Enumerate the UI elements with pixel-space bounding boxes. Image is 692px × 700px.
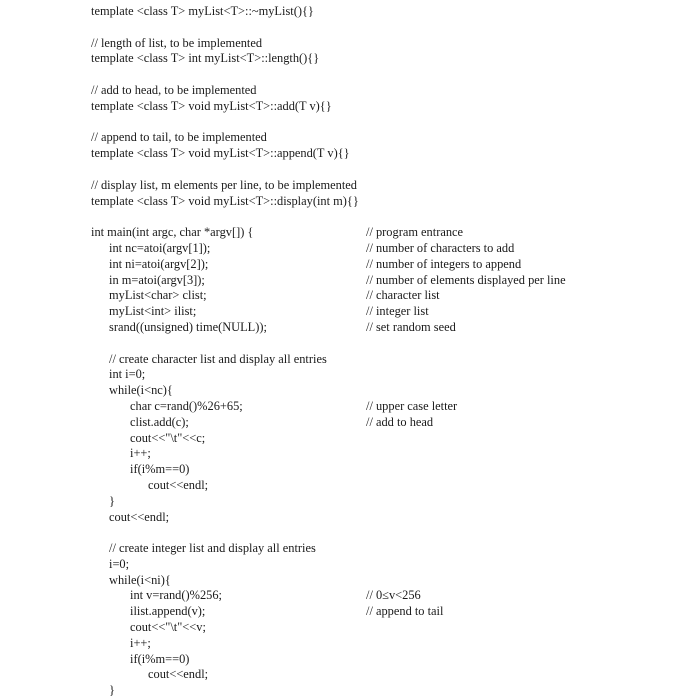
code-line	[0, 636, 692, 652]
code-line	[0, 541, 692, 557]
code-comment: // set random seed	[366, 319, 456, 334]
code-text: cout<<"\t"<<v;	[130, 620, 206, 635]
code-line	[0, 36, 692, 52]
code-line	[0, 352, 692, 368]
code-text: cout<<endl;	[109, 509, 170, 524]
code-line	[0, 683, 692, 699]
code-text: template <class T> myList<T>::~myList(){}	[91, 4, 314, 18]
code-line	[0, 178, 692, 194]
code-line	[0, 130, 692, 146]
code-line	[0, 462, 692, 478]
code-text: char c=rand()%26+65;	[130, 398, 243, 413]
code-line	[0, 652, 692, 668]
code-text: template <class T> void myList<T>::add(T v){}	[91, 98, 332, 113]
code-line	[0, 320, 692, 336]
code-text: while(i<nc){	[109, 383, 173, 398]
code-text: if(i%m==0)	[130, 462, 190, 477]
code-comment: // 0≤v<256	[366, 588, 421, 603]
code-comment: // append to tail	[366, 604, 444, 619]
code-comment: // number of characters to add	[366, 240, 515, 255]
code-text: if(i%m==0)	[130, 651, 190, 666]
code-line	[0, 478, 692, 494]
code-text: i++;	[130, 446, 151, 461]
code-line	[0, 20, 692, 36]
code-text: // append to tail, to be implemented	[91, 130, 267, 145]
code-text: cout<<endl;	[148, 667, 209, 682]
code-line	[0, 83, 692, 99]
code-line	[0, 162, 692, 178]
code-text: // length of list, to be implemented	[91, 35, 263, 50]
code-comment: // integer list	[366, 304, 429, 319]
code-line	[0, 336, 692, 352]
code-line	[0, 209, 692, 225]
code-comment: // program entrance	[366, 225, 464, 240]
code-text: while(i<ni){	[109, 572, 171, 587]
code-line	[0, 67, 692, 83]
code-line	[0, 99, 692, 115]
code-line	[0, 304, 692, 320]
code-text: template <class T> int myList<T>::length(){}	[91, 51, 320, 66]
code-text: int nc=atoi(argv[1]);	[109, 240, 211, 255]
code-text: // display list, m elements per line, to be implemented	[91, 177, 357, 192]
code-line	[0, 273, 692, 289]
code-text: int main(int argc, char *argv[]) {	[91, 225, 254, 240]
code-comment: // number of elements displayed per line	[366, 272, 566, 287]
code-comment: // add to head	[366, 414, 434, 429]
code-line	[0, 494, 692, 510]
code-text: // add to head, to be implemented	[91, 82, 257, 97]
code-line	[0, 510, 692, 526]
code-text: }	[109, 683, 115, 698]
code-line	[0, 620, 692, 636]
code-text: clist.add(c);	[130, 414, 189, 429]
code-text: int ni=atoi(argv[2]);	[109, 256, 209, 271]
code-line	[0, 257, 692, 273]
code-text: template <class T> void myList<T>::append(T v){}	[91, 146, 350, 161]
code-line	[0, 146, 692, 162]
code-line	[0, 431, 692, 447]
code-line	[0, 399, 692, 415]
code-text: int i=0;	[109, 367, 146, 382]
code-line	[0, 667, 692, 683]
code-comment: // upper case letter	[366, 398, 458, 413]
code-line	[0, 573, 692, 589]
code-line	[0, 51, 692, 67]
code-line	[0, 4, 692, 20]
code-text: cout<<endl;	[148, 477, 209, 492]
code-line	[0, 225, 692, 241]
code-comment: // character list	[366, 288, 440, 303]
code-text: srand((unsigned) time(NULL));	[109, 319, 267, 334]
code-document	[0, 4, 692, 699]
code-line	[0, 446, 692, 462]
code-text: myList<char> clist;	[109, 288, 207, 303]
code-line	[0, 588, 692, 604]
code-line	[0, 383, 692, 399]
code-text: }	[109, 493, 115, 508]
code-line	[0, 194, 692, 210]
code-line	[0, 115, 692, 131]
code-line	[0, 367, 692, 383]
code-text: i=0;	[109, 556, 130, 571]
code-line	[0, 288, 692, 304]
code-text: // create character list and display all entries	[109, 351, 327, 366]
code-text: int v=rand()%256;	[130, 588, 222, 603]
code-text: myList<int> ilist;	[109, 304, 197, 319]
code-text: ilist.append(v);	[130, 604, 206, 619]
code-line	[0, 525, 692, 541]
code-line	[0, 415, 692, 431]
code-line	[0, 241, 692, 257]
code-text: template <class T> void myList<T>::display(int m){}	[91, 193, 359, 208]
code-text: // create integer list and display all entries	[109, 541, 316, 556]
code-comment: // number of integers to append	[366, 256, 522, 271]
code-text: in m=atoi(argv[3]);	[109, 272, 205, 287]
code-line	[0, 604, 692, 620]
code-text: cout<<"\t"<<c;	[130, 430, 206, 445]
code-text: i++;	[130, 635, 151, 650]
code-line	[0, 557, 692, 573]
